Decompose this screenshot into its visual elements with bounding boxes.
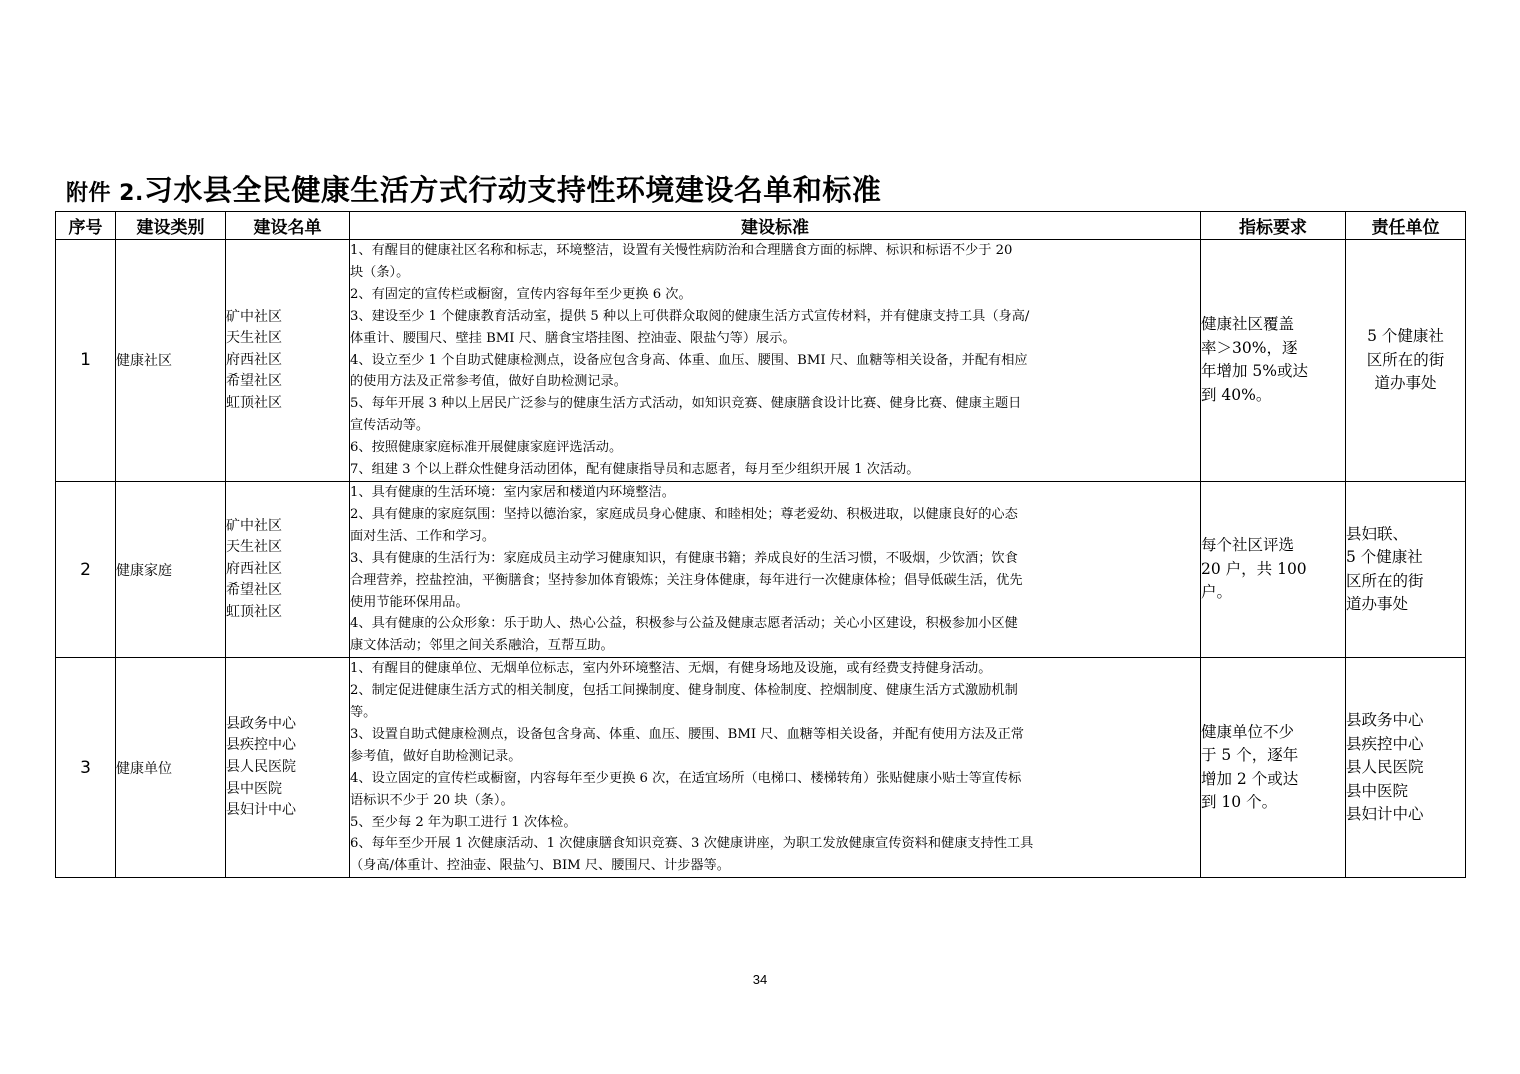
row-responsible — [1346, 481, 1466, 657]
responsible-line: 县妇联、 — [1346, 524, 1409, 543]
row-list — [226, 240, 350, 482]
row-indicator — [1201, 658, 1346, 878]
indicator-line: 户。 — [1201, 583, 1233, 602]
list-item: 县政务中心 — [226, 715, 296, 732]
header-num: 序号 — [56, 212, 116, 240]
standard-line: 7、组建 3 个以上群众性健身活动团体，配有健康指导员和志愿者，每月至少组织开展 1 次活动。 — [350, 462, 920, 478]
standard-line: 4、设立固定的宣传栏或橱窗，内容每年至少更换 6 次，在适宜场所（电梯口、楼梯转角）张贴健康小贴士等宣传标 — [350, 770, 1022, 786]
standard-line: 2、具有健康的家庭氛围：坚持以德治家，家庭成员身心健康、和睦相处；尊老爱幼、积极进取，以健康良好的心态 — [350, 506, 1018, 522]
standard-line: 6、按照健康家庭标准开展健康家庭评选活动。 — [350, 440, 623, 456]
responsible-line: 县人民医院 — [1346, 758, 1424, 776]
table-row — [56, 240, 1466, 482]
list-item: 天生社区 — [226, 330, 282, 347]
row-number: 3 — [56, 658, 116, 878]
standard-line: 5、每年开展 3 种以上居民广泛参与的健康生活方式活动，如知识竞赛、健康膳食设计比赛、健身比赛、健康主题日 — [350, 396, 1022, 412]
standard-line: 6、每年至少开展 1 次健康活动、1 次健康膳食知识竞赛、3 次健康讲座，为职工发放健康宣传资料和健康支持性工具 — [350, 836, 1034, 852]
list-item: 虹顶社区 — [226, 603, 282, 620]
header-responsible: 责任单位 — [1346, 212, 1466, 240]
header-list: 建设名单 — [226, 212, 350, 240]
responsible-line: 县政务中心 — [1346, 711, 1424, 729]
row-indicator — [1201, 240, 1346, 482]
row-category: 健康单位 — [116, 658, 226, 878]
row-number: 2 — [56, 481, 116, 657]
responsible-line: 县疾控中心 — [1346, 734, 1424, 753]
standard-line: 2、制定促进健康生活方式的相关制度，包括工间操制度、健身制度、体检制度、控烟制度、健康生活方式激励机制 — [350, 683, 1018, 699]
list-item: 府西社区 — [226, 351, 282, 368]
standard-line: 合理营养，控盐控油，平衡膳食；坚持参加体育锻炼；关注身体健康，每年进行一次健康体检；倡导低碳生活，优先 — [350, 572, 1023, 588]
header-indicator: 指标要求 — [1201, 212, 1346, 240]
standard-line: 面对生活、工作和学习。 — [350, 528, 496, 544]
standard-line: 使用节能环保用品。 — [350, 594, 469, 610]
row-category: 健康家庭 — [116, 481, 226, 657]
row-indicator — [1201, 481, 1346, 657]
indicator-line: 到 40%。 — [1201, 385, 1272, 404]
standard-line: 3、建设至少 1 个健康教育活动室，提供 5 种以上可供群众取阅的健康生活方式宣传材料，并有健康支持工具（身高/ — [350, 308, 1030, 324]
indicator-line: 健康单位不少 — [1201, 722, 1295, 741]
indicator-line: 于 5 个，逐年 — [1201, 746, 1299, 765]
standard-line: 语标识不少于 20 块（条）。 — [350, 792, 514, 808]
header-standard: 建设标准 — [350, 212, 1201, 240]
list-item: 虹顶社区 — [226, 394, 282, 411]
row-responsible — [1346, 240, 1466, 482]
indicator-line: 每个社区评选 — [1201, 536, 1295, 555]
indicator-line: 增加 2 个或达 — [1201, 769, 1299, 788]
row-standard — [350, 658, 1201, 878]
list-item: 矿中社区 — [226, 308, 282, 325]
page-number: 34 — [752, 972, 768, 987]
responsible-line: 区所在的街 — [1366, 350, 1445, 369]
row-list — [226, 481, 350, 657]
title-prefix: 附件 2. — [66, 181, 144, 206]
row-list — [226, 658, 350, 878]
standard-line: 3、具有健康的生活行为：家庭成员主动学习健康知识，有健康书籍；养成良好的生活习惯，不吸烟，少饮酒；饮食 — [350, 550, 1018, 566]
standard-line: 体重计、腰围尺、壁挂 BMI 尺、膳食宝塔挂图、控油壶、限盐勺等）展示。 — [350, 330, 796, 346]
title-main: 习水县全民健康生活方式行动支持性环境建设名单和标准 — [143, 173, 882, 207]
list-item: 府西社区 — [226, 560, 282, 577]
responsible-line: 5 个健康社 — [1367, 327, 1444, 346]
header-category: 建设类别 — [116, 212, 226, 240]
standard-line: 2、有固定的宣传栏或橱窗，宣传内容每年至少更换 6 次。 — [350, 286, 692, 302]
indicator-line: 年增加 5%或达 — [1201, 362, 1309, 381]
standard-line: 5、至少每 2 年为职工进行 1 次体检。 — [350, 814, 577, 830]
list-item: 县疾控中心 — [226, 737, 296, 754]
responsible-line: 道办事处 — [1346, 595, 1409, 614]
standards-table — [55, 211, 1466, 878]
standard-line: 宣传活动等。 — [350, 418, 430, 434]
row-number: 1 — [56, 240, 116, 482]
standard-line: 的使用方法及正常参考值，做好自助检测记录。 — [350, 374, 627, 390]
responsible-line: 县妇计中心 — [1346, 805, 1424, 823]
standard-line: 块（条）。 — [350, 264, 410, 280]
standard-line: 3、设置自助式健康检测点，设备包含身高、体重、血压、腰围、BMI 尺、血糖等相关设备，并配有使用方法及正常 — [350, 726, 1024, 742]
list-item: 县妇计中心 — [226, 802, 296, 819]
row-responsible — [1346, 658, 1466, 878]
standard-line: 1、有醒目的健康单位、无烟单位标志，室内外环境整洁、无烟，有健身场地及设施，或有经费支持健身活动。 — [350, 661, 992, 677]
standard-line: 4、设立至少 1 个自助式健康检测点，设备应包含身高、体重、血压、腰围、BMI 尺、血糖等相关设备，并配有相应 — [350, 352, 1028, 368]
standard-line: 1、具有健康的生活环境：室内家居和楼道内环境整洁。 — [350, 484, 675, 500]
list-item: 县中医院 — [226, 780, 282, 797]
list-item: 天生社区 — [226, 539, 282, 556]
table-row — [56, 481, 1466, 657]
list-item: 希望社区 — [226, 373, 282, 390]
responsible-line: 县中医院 — [1346, 781, 1409, 800]
indicator-line: 到 10 个。 — [1201, 793, 1278, 812]
indicator-line: 20 户，共 100 — [1201, 559, 1307, 578]
responsible-line: 5 个健康社 — [1346, 548, 1423, 567]
responsible-line: 区所在的街 — [1346, 571, 1424, 590]
page-title — [66, 168, 881, 209]
standard-line: 1、有醒目的健康社区名称和标志，环境整洁，设置有关慢性病防治和合理膳食方面的标牌、标识和标语不少于 20 — [350, 243, 1013, 258]
list-item: 矿中社区 — [226, 517, 282, 534]
row-standard — [350, 240, 1201, 482]
table-header-row — [56, 212, 1466, 240]
list-item: 县人民医院 — [226, 758, 296, 775]
standard-line: 康文体活动；邻里之间关系融洽，互帮互助。 — [350, 638, 614, 654]
standard-line: 等。 — [350, 705, 377, 721]
row-category: 健康社区 — [116, 240, 226, 482]
indicator-line: 率＞30%，逐 — [1201, 338, 1298, 357]
row-standard — [350, 481, 1201, 657]
responsible-line: 道办事处 — [1374, 374, 1437, 393]
standard-line: （身高/体重计、控油壶、限盐勺、BIM 尺、腰围尺、计步器等。 — [350, 858, 730, 874]
list-item: 希望社区 — [226, 582, 282, 599]
standard-line: 参考值，做好自助检测记录。 — [350, 748, 522, 764]
indicator-line: 健康社区覆盖 — [1201, 315, 1295, 334]
table-row — [56, 658, 1466, 878]
standard-line: 4、具有健康的公众形象：乐于助人、热心公益，积极参与公益及健康志愿者活动；关心小区建设，积极参加小区健 — [350, 616, 1018, 632]
